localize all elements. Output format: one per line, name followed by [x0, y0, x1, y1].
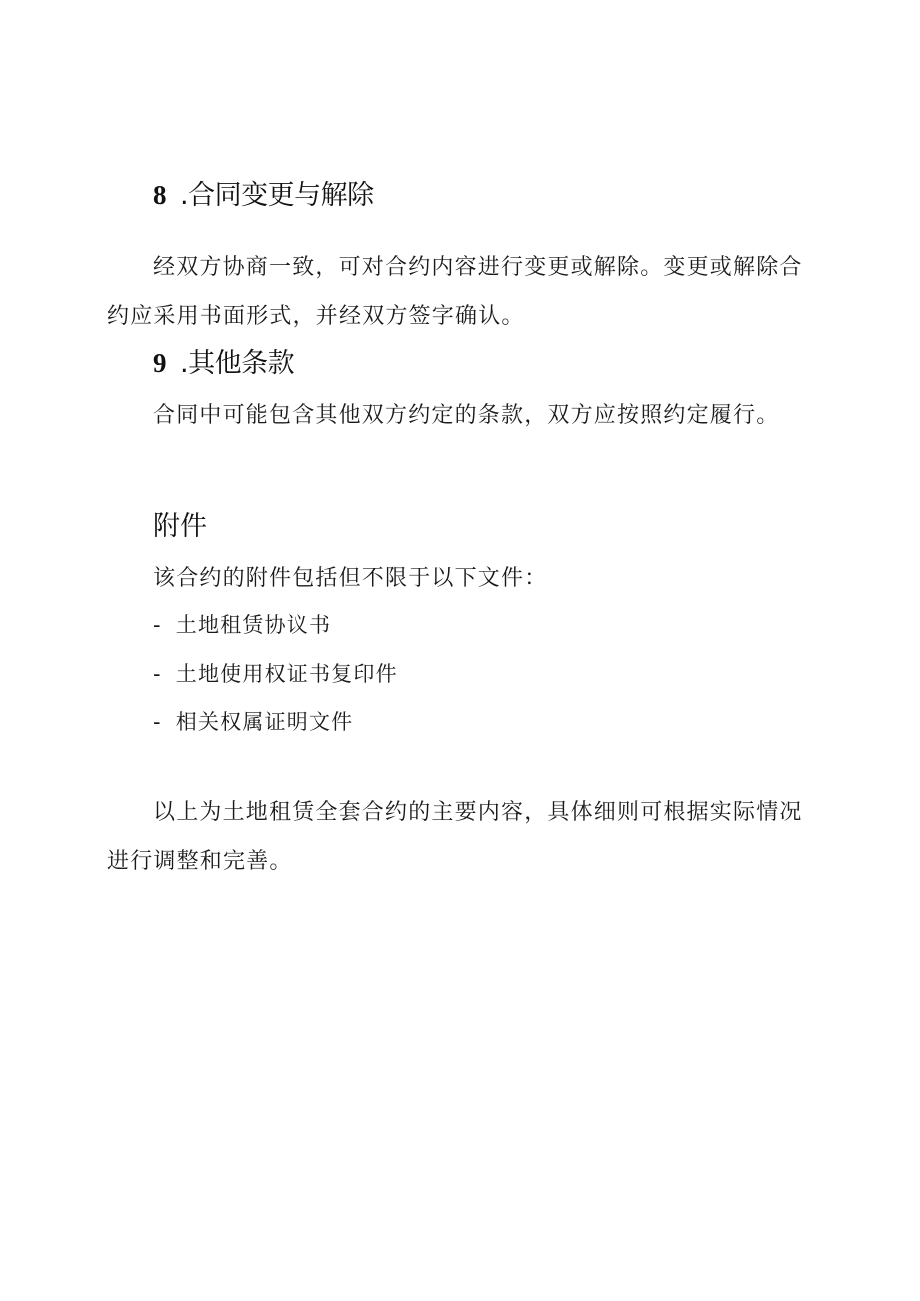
attachment-item — [153, 658, 398, 688]
list-dash: - — [153, 662, 162, 686]
section-8-body: 经双方协商一致，可对合约内容进行变更或解除。变更或解除合约应采用书面形式，并经双方签字确认。 — [107, 255, 803, 329]
list-dash: - — [153, 613, 162, 637]
closing-paragraph: 以上为土地租赁全套合约的主要内容，具体细则可根据实际情况进行调整和完善。 — [107, 800, 803, 874]
section-8-heading — [153, 173, 374, 212]
section-9-number: 9 — [153, 348, 166, 378]
section-9-title: .其他条款 — [180, 348, 295, 379]
attachments-intro: 该合约的附件包括但不限于以下文件： — [153, 566, 548, 591]
attachment-item — [153, 706, 353, 736]
section-9-heading — [153, 341, 294, 380]
attachment-item — [153, 609, 331, 639]
attachment-item-text: 土地使用权证书复印件 — [175, 662, 398, 686]
attachment-item-text: 相关权属证明文件 — [175, 710, 354, 734]
attachments-heading: 附件 — [153, 511, 207, 542]
list-dash: - — [153, 710, 162, 734]
section-9-body: 合同中可能包含其他双方约定的条款，双方应按照约定履行。 — [153, 403, 780, 428]
section-8-title: .合同变更与解除 — [180, 180, 374, 211]
attachment-item-text: 土地租赁协议书 — [175, 613, 332, 637]
section-8-number: 8 — [153, 180, 166, 210]
